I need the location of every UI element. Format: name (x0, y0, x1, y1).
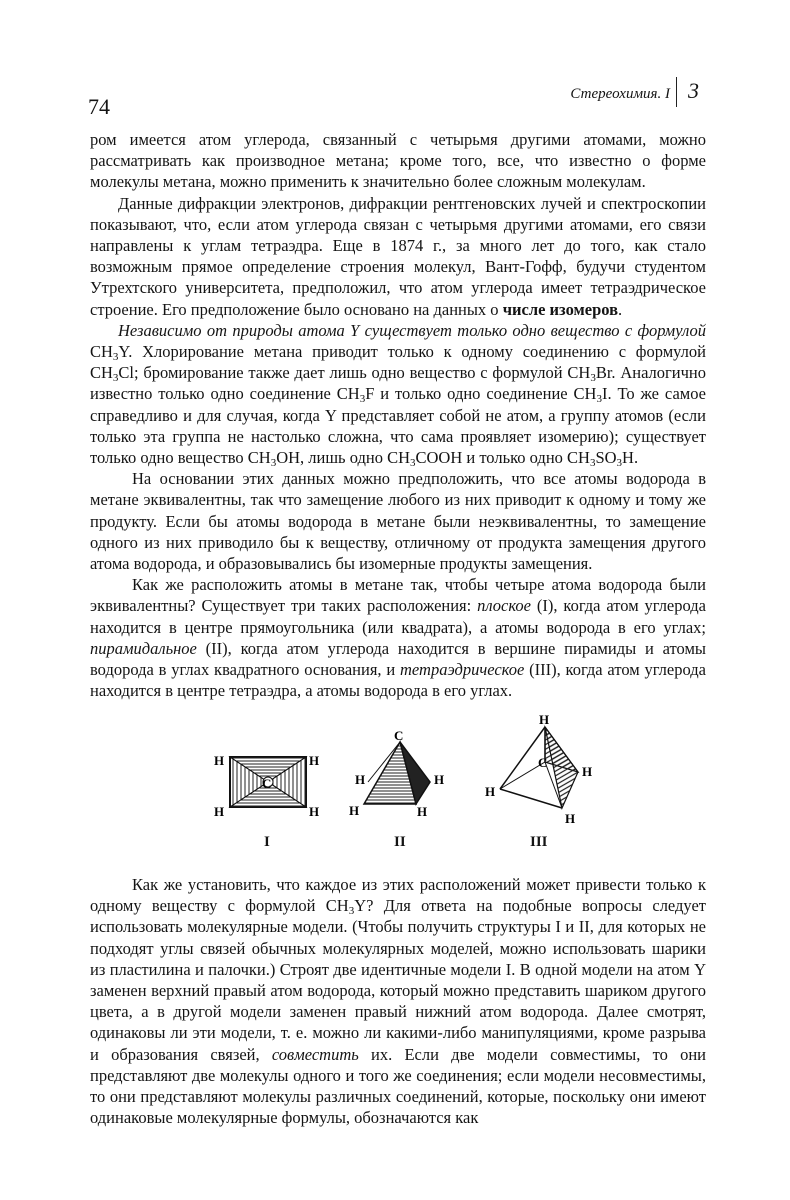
atom-label: H (309, 804, 320, 819)
atom-label: C (394, 728, 404, 743)
atom-label: H (349, 803, 360, 818)
paragraph: На основании этих данных можно предположить, что все атомы водорода в метане эквивалентны, так что замещение любого из них приводит к одному и тому же продукту. Если бы атомы водорода в метане были неэквивалентны, то замещение одного из них приводило бы к веществу, отличному от продукта замещения другого атома водорода, и образовывались бы изомерные продукты замещения. (90, 469, 706, 574)
planar-structure (214, 753, 319, 819)
structure-label-2: II (394, 834, 406, 850)
atom-label: H (417, 804, 428, 819)
paragraph: Как же установить, что каждое из этих расположений может привести только к одному веществу с формулой $CH_3Y$? Для ответа на подобные вопросы следует использовать молекулярные модели. (Чтобы получить структуры I и II, для которых не подходят углы связей обычных молекулярных моделей, можно использовать шарики из пластилина и палочки.) Строят две идентичные модели I. В одной модели на атом Y заменен верхний правый атом водорода, который можно представить шариком другого цвета, а в другой модели заменен правый нижний атом водорода. Далее смотрят, одинаковы ли эти модели, т. е. можно ли какими-либо манипуляциями, кроме разрыва и образования связей, совместить их. Если две модели совместимы, то они представляют две молекулы одного и того же соединения; если модели несовместимы, то они представляют молекулы различных соединений, которые, поскольку они имеют одинаковые молекулярные формулы, обозначаются как (90, 875, 706, 1128)
atom-label: H (485, 784, 496, 799)
atom-label: H (309, 753, 320, 768)
methane-structures-figure (200, 712, 620, 862)
paragraph: Независимо от природы атома Y существует только одно вещество с формулой $CH_3Y$. Хлорирование метана приводит только к одному соединению с формулой $CH_3Cl$; бромирование также дает лишь одно вещество с формулой $CH_3Br$. Аналогично известно только одно соединение $CH_3F$ и только одно соединение $CH_3I$. То же самое справедливо и для случая, когда Y представляет собой не атом, а группу атомов (если только эта группа не настолько сложна, что сама проявляет изомерию); существует только одно вещество $CH_3OH$, лишь одно $CH_3COOH$ и только одно $CH_3SO_3H$. (90, 320, 706, 470)
chapter-number: 3 (688, 78, 699, 103)
atom-label: H (539, 712, 550, 727)
running-head: Стереохимия. I (570, 86, 670, 102)
pyramidal-structure (349, 728, 444, 819)
atom-label: H (355, 772, 366, 787)
atom-label: H (582, 764, 593, 779)
paragraph: ром имеется атом углерода, связанный с четырьмя другими атомами, можно рассматривать как производное метана; кроме того, все, что известно о форме молекулы метана, можно применить к значительно более сложным молекулам. (90, 130, 706, 192)
atom-label: H (565, 811, 576, 826)
structure-label-3: III (530, 834, 548, 850)
structures-diagram (200, 712, 620, 862)
atom-label: C (262, 776, 272, 791)
structure-label-1: I (264, 834, 270, 850)
body-text-bottom (90, 874, 706, 1128)
paragraph: Как же расположить атомы в метане так, чтобы четыре атома водорода были эквивалентны? Существует три таких расположения: плоское (I), когда атом углерода находится в центре прямоугольника (или квадрата), а атомы водорода в его углах; пирамидальное (II), когда атом углерода находится в вершине пирамиды и атомы водорода в углах квадратного основания, и тетраэдрическое (III), когда атом углерода находится в центре тетраэдра, а атомы водорода в его углах. (90, 575, 706, 701)
page-number: 74 (88, 94, 110, 119)
atom-label: C (538, 755, 548, 770)
atom-label: H (214, 804, 225, 819)
body-text-top (90, 129, 706, 701)
atom-label: H (214, 753, 225, 768)
paragraph: Данные дифракции электронов, дифракции рентгеновских лучей и спектроскопии показывают, что, если атом углерода связан с четырьмя другими атомами, его связи направлены к углам тетраэдра. Еще в 1874 г., за много лет до того, как стало возможным прямое определение строения молекул, Вант-Гофф, будучи студентом Утрехтского университета, предположил, что атом углерода имеет тетраэдрическое строение. Его предположение было основано на данных о числе изомеров. (90, 193, 706, 319)
tetrahedral-structure (485, 712, 592, 826)
atom-label: H (434, 772, 445, 787)
header-divider (676, 77, 677, 107)
